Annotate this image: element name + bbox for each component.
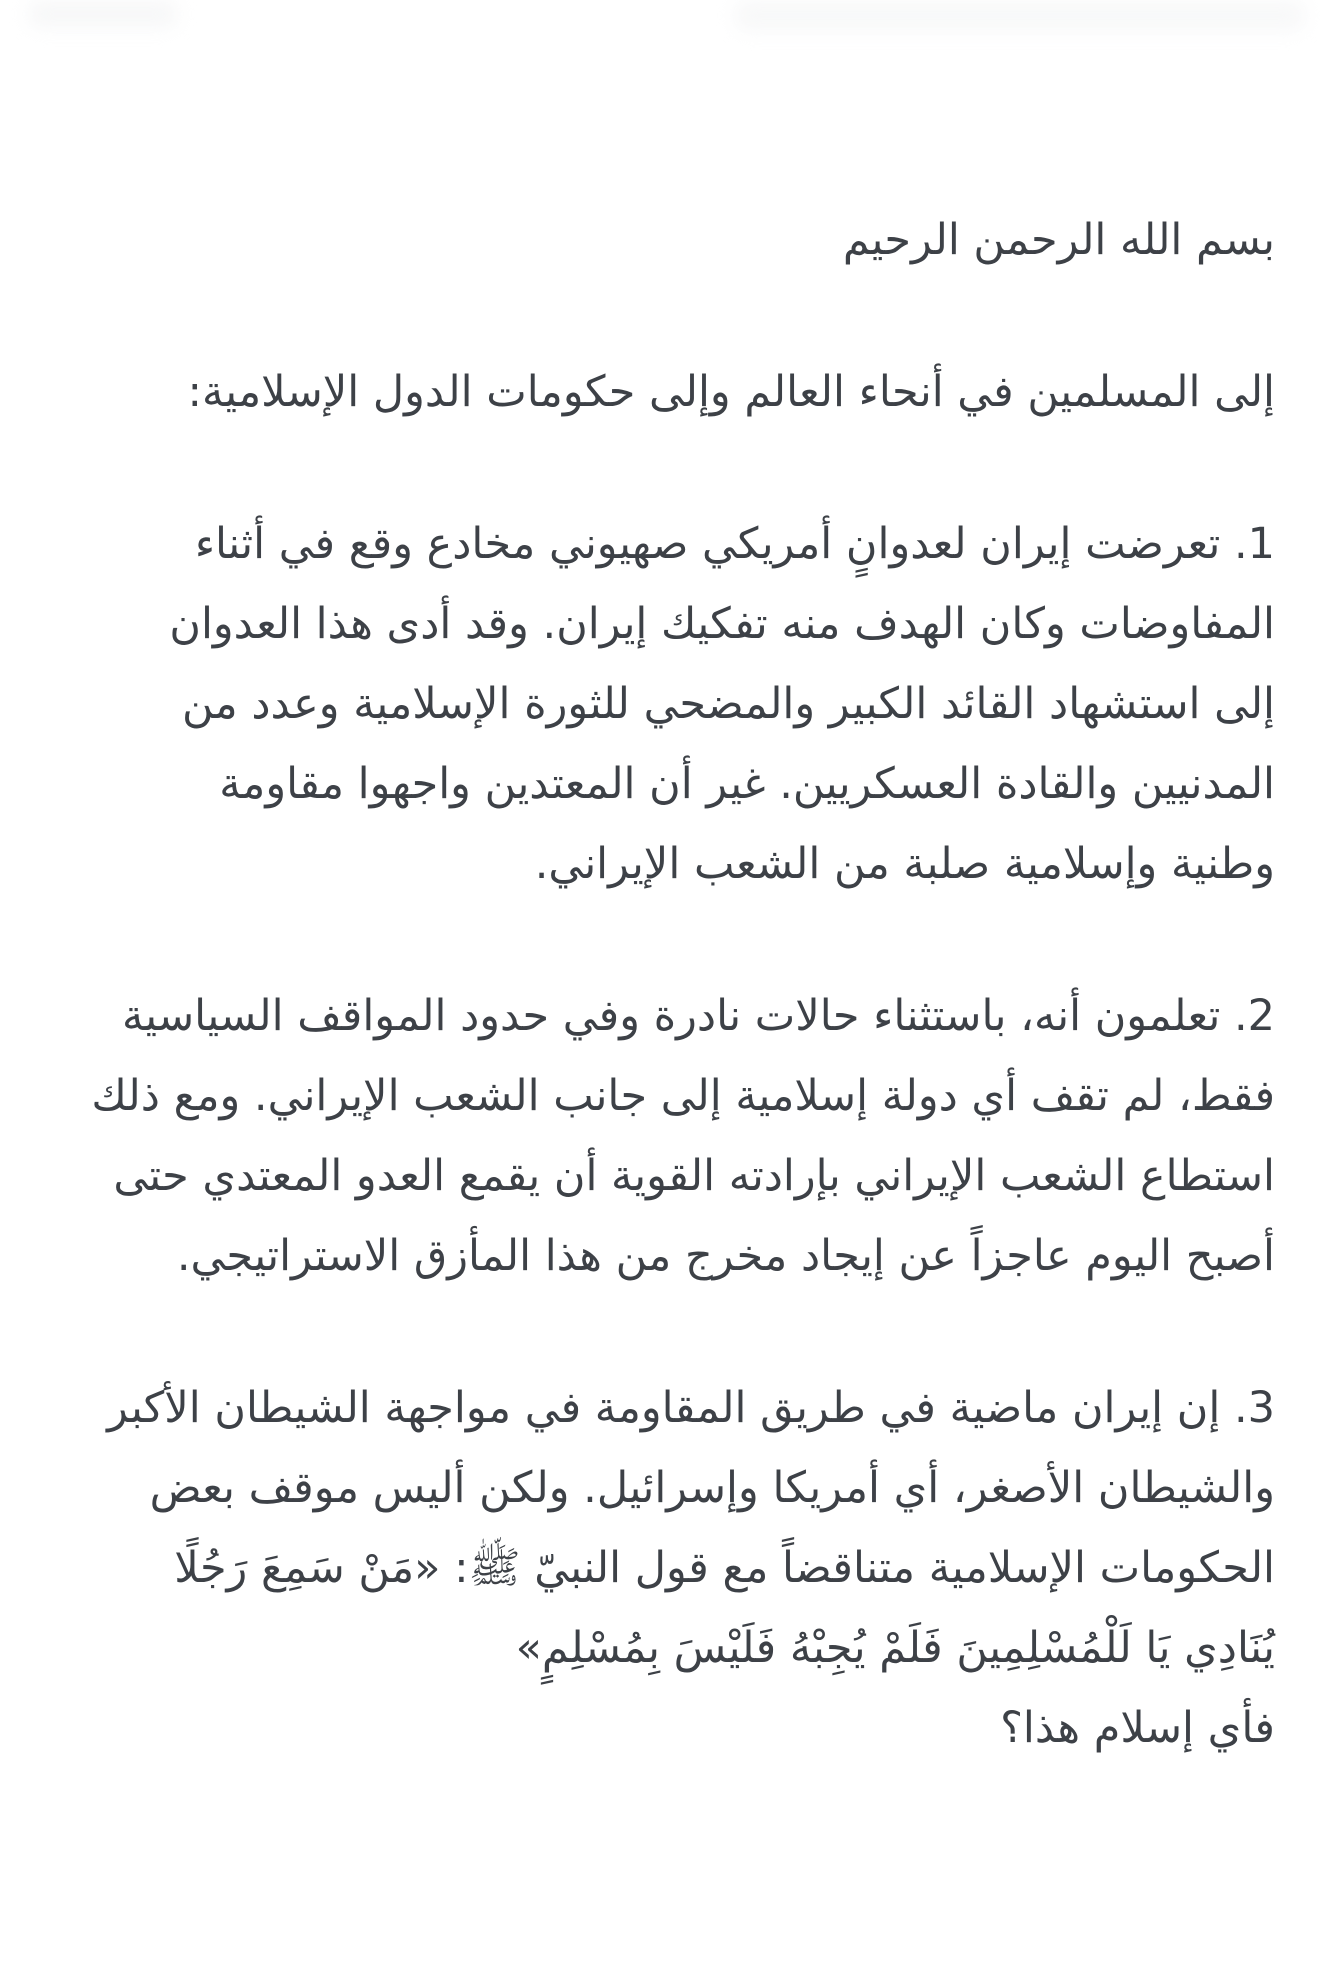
paragraph-line: 1. تعرضت إيران لعدوانٍ أمريكي صهيوني مخادع وقع في أثناء <box>194 519 1275 569</box>
salutation-text: إلى المسلمين في أنحاء العالم وإلى حكومات الدول الإسلامية: <box>187 367 1275 417</box>
paragraph-line: 3. إن إيران ماضية في طريق المقاومة في مواجهة الشيطان الأكبر <box>107 1383 1275 1433</box>
paragraph-line: يُنَادِي يَا لَلْمُسْلِمِينَ فَلَمْ يُجِبْهُ فَلَيْسَ بِمُسْلِمٍ» <box>515 1623 1275 1673</box>
salutation <box>40 352 1275 432</box>
paragraph-3 <box>40 1368 1275 1768</box>
paragraph-line: المدنيين والقادة العسكريين. غير أن المعتدين واجهوا مقاومة <box>219 759 1275 809</box>
paragraph-line: استطاع الشعب الإيراني بإرادته القوية أن يقمع العدو المعتدي حتى <box>113 1151 1275 1201</box>
paragraph-line: والشيطان الأصغر، أي أمريكا وإسرائيل. ولكن أليس موقف بعض <box>149 1463 1275 1513</box>
paragraph-line: أصبح اليوم عاجزاً عن إيجاد مخرج من هذا المأزق الاستراتيجي. <box>176 1231 1275 1281</box>
paragraph-2 <box>40 976 1275 1296</box>
paragraph-line: فقط، لم تقف أي دولة إسلامية إلى جانب الشعب الإيراني. ومع ذلك <box>91 1071 1275 1121</box>
paragraph-1 <box>40 504 1275 904</box>
paragraph-line: المفاوضات وكان الهدف منه تفكيك إيران. وقد أدى هذا العدوان <box>169 599 1275 649</box>
basmala-heading <box>40 200 1275 280</box>
basmala-text: بسم الله الرحمن الرحيم <box>842 215 1275 265</box>
paragraph-line: 2. تعلمون أنه، باستثناء حالات نادرة وفي حدود المواقف السياسية <box>122 991 1275 1041</box>
paragraph-line: وطنية وإسلامية صلبة من الشعب الإيراني. <box>534 839 1275 889</box>
paragraph-line: الحكومات الإسلامية متناقضاً مع قول النبيّ ﷺ: «مَنْ سَمِعَ رَجُلًا <box>174 1543 1275 1593</box>
paragraph-line: فأي إسلام هذا؟ <box>1000 1703 1275 1753</box>
paragraph-line: إلى استشهاد القائد الكبير والمضحي للثورة الإسلامية وعدد من <box>181 679 1275 729</box>
